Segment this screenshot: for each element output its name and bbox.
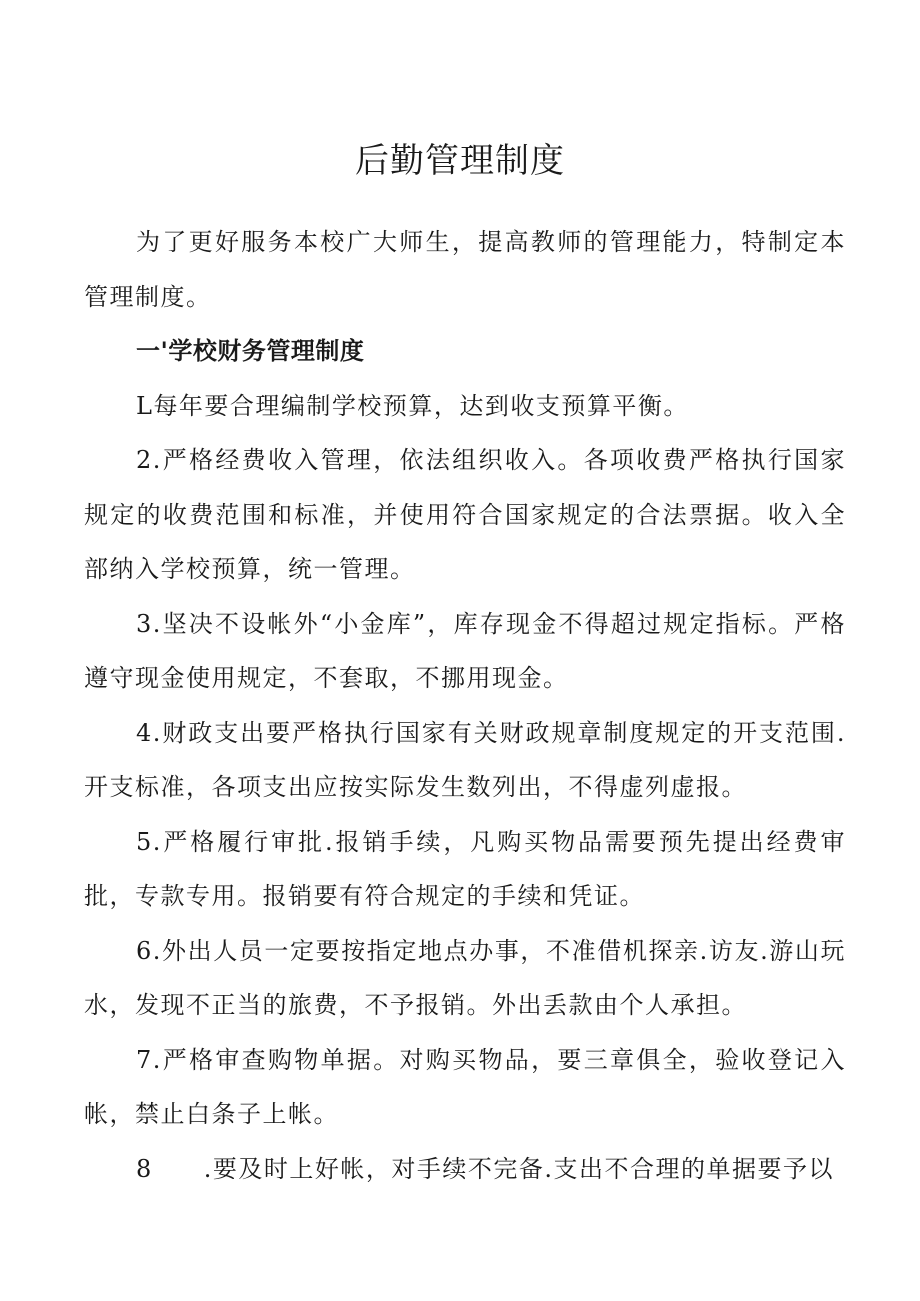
section-heading: 一'学校财务管理制度 — [136, 337, 365, 365]
rule-item-5: 5.严格履行审批.报销手续，凡购买物品需要预先提出经费审批，专款专用。报销要有符合规定的手续和凭证。 — [84, 827, 846, 910]
rule-item-7: 7.严格审查购物单据。对购买物品，要三章俱全，验收登记入帐，禁止白条子上帐。 — [84, 1045, 846, 1128]
rule-item-3: 3.坚决不设帐外“小金库”，库存现金不得超过规定指标。严格遵守现金使用规定，不套取，不挪用现金。 — [84, 609, 846, 692]
rule-item-6: 6.外出人员一定要按指定地点办事，不准借机探亲.访友.游山玩水，发现不正当的旅费，不予报销。外出丢款由个人承担。 — [84, 936, 846, 1019]
document-body — [84, 215, 846, 1196]
rule-item-2: 2.严格经费收入管理，依法组织收入。各项收费严格执行国家规定的收费范围和标准，并使用符合国家规定的合法票据。收入全部纳入学校预算，统一管理。 — [84, 446, 846, 583]
rule-item-4: 4.财政支出要严格执行国家有关财政规章制度规定的开支范围.开支标准，各项支出应按实际发生数列出，不得虚列虚报。 — [84, 718, 846, 801]
intro-paragraph: 为了更好服务本校广大师生，提高教师的管理能力，特制定本管理制度。 — [84, 228, 846, 311]
document-title: 后勤管理制度 — [355, 140, 565, 181]
rule-item-1: L每年要合理编制学校预算，达到收支预算平衡。 — [136, 391, 689, 420]
rule-item-8: 8 .要及时上好帐，对手续不完备.支出不合理的单据要予以 — [136, 1154, 835, 1183]
